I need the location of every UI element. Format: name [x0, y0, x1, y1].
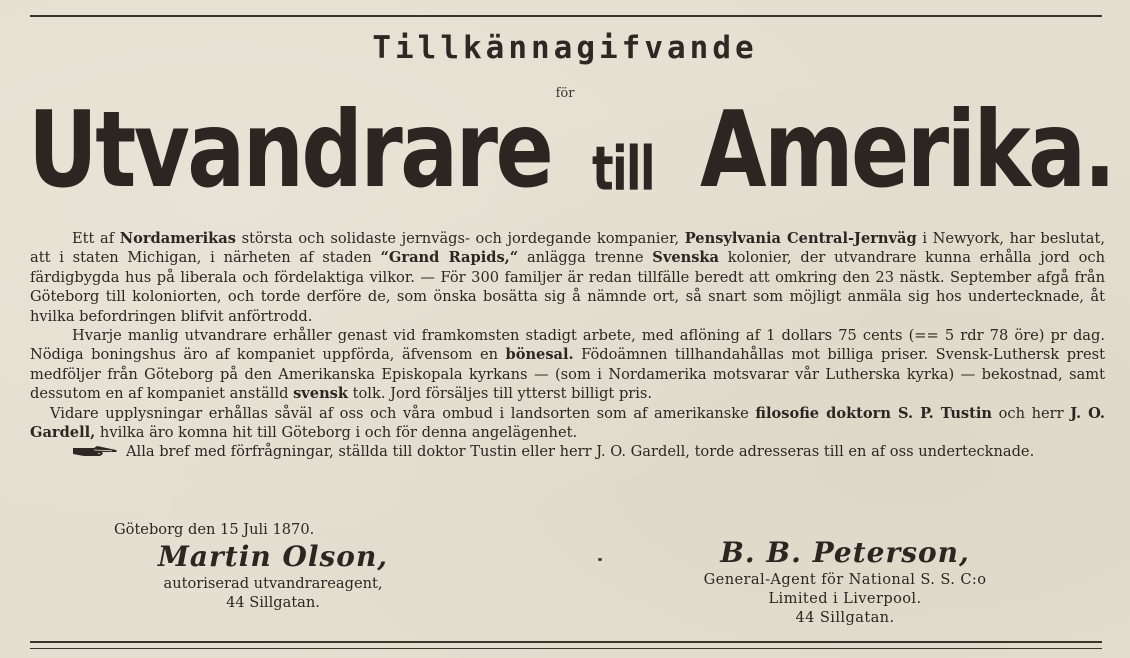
for-word: för	[555, 86, 575, 101]
signature-right	[650, 536, 1040, 627]
pointing-hand-icon	[72, 445, 118, 457]
notice-title: Tillkännagifvande	[372, 30, 758, 66]
text-run: Ett af	[72, 230, 120, 247]
bottom-rule-thin	[30, 648, 1102, 649]
paragraph-2	[30, 326, 1105, 404]
signer-title: autoriserad utvandrareagent,	[163, 575, 383, 592]
bottom-rule	[30, 641, 1102, 643]
text-run: anlägga trenne	[518, 249, 653, 267]
headline-amerika: Amerika.	[700, 88, 1114, 211]
bold-svenska: Svenska	[652, 249, 719, 267]
text-run: Vidare upplysningar erhållas såväl af oss och våra ombud i landsorten som af amerikanske	[50, 404, 756, 422]
text-run: och herr	[992, 404, 1071, 422]
text-run: Födoämnen tillhandahållas mot billiga priser. Svensk-Luthersk prest medföljer från Göteborg på den Amerikanska Episkopala kyrkans — (som i Nordamerika motsvarar vår Lutherska kyrka) — bekostnad, samt dessutom en af kompaniet anställd	[30, 346, 1106, 403]
signer-address: 44 Sillgatan.	[795, 609, 895, 626]
text-run: tolk. Jord försäljes till ytterst billigt pris.	[348, 385, 653, 403]
bold-tustin: filosofie doktorn S. P. Tustin	[755, 404, 993, 422]
paragraph-1	[30, 229, 1105, 326]
bold-railway-name: Pensylvania Central-Jernväg	[684, 230, 917, 247]
text-run: hvilka äro komna hit till Göteborg i och för denna angelägenhet.	[95, 424, 578, 442]
bold-svensk: svensk	[293, 385, 349, 403]
text-run: Hvarje manlig utvandrare erhåller genast vid framkomsten stadigt arbete, med aflöning af 1 dollars 75 cents (== 5 rdr 78 öre) pr dag. Nödiga boningshus äro af kompaniet uppförda, äfvensom en	[30, 327, 1105, 364]
signer-name: B. B. Peterson,	[720, 536, 970, 569]
headline-till: till	[592, 132, 654, 204]
text-run: i Newyork, har beslutat, att i staten Michigan, i närheten af staden	[30, 230, 1105, 267]
text-run: Alla bref med förfrågningar, ställda till doktor Tustin eller herr J. O. Gardell, torde adresseras till en af oss undertecknade.	[126, 443, 1035, 461]
text-run: kolonier, der utvandrare kunna erhålla jord och färdigbygda hus på liberala och fördelaktiga vilkor. — För 300 familjer är redan tillfälle beredt att omkring den 23 nästk. September afgå från Göteborg till koloniorten, och torde derföre de, som önska bosätta sig å nämnde ort, så snart som möjligt anmäla sig hos undertecknade, åt hvilka befordringen blifvit anförtrodd.	[30, 249, 1105, 325]
ink-speck	[598, 558, 602, 561]
signer-title: General-Agent för National S. S. C:o	[703, 571, 987, 588]
signer-address: 44 Sillgatan.	[226, 594, 320, 611]
headline-utvandrare: Utvandrare	[28, 88, 552, 211]
paragraph-4	[30, 442, 1105, 461]
signer-name: Martin Olson,	[157, 540, 389, 573]
bold-nordamerikas: Nordamerikas	[119, 230, 236, 247]
top-rule	[30, 15, 1102, 17]
dateline: Göteborg den 15 Juli 1870.	[114, 521, 315, 538]
signature-left	[108, 540, 438, 612]
bold-bonesal: bönesal.	[505, 346, 574, 364]
bold-grand-rapids: “Grand Rapids,“	[380, 249, 519, 267]
signer-company: Limited i Liverpool.	[768, 590, 922, 607]
text-run: största och solidaste jernvägs- och jordegande kompanier,	[235, 230, 685, 247]
notice-body	[30, 229, 1105, 462]
bold-gardell: J. O. Gardell,	[30, 404, 1106, 442]
paragraph-3	[30, 404, 1105, 443]
